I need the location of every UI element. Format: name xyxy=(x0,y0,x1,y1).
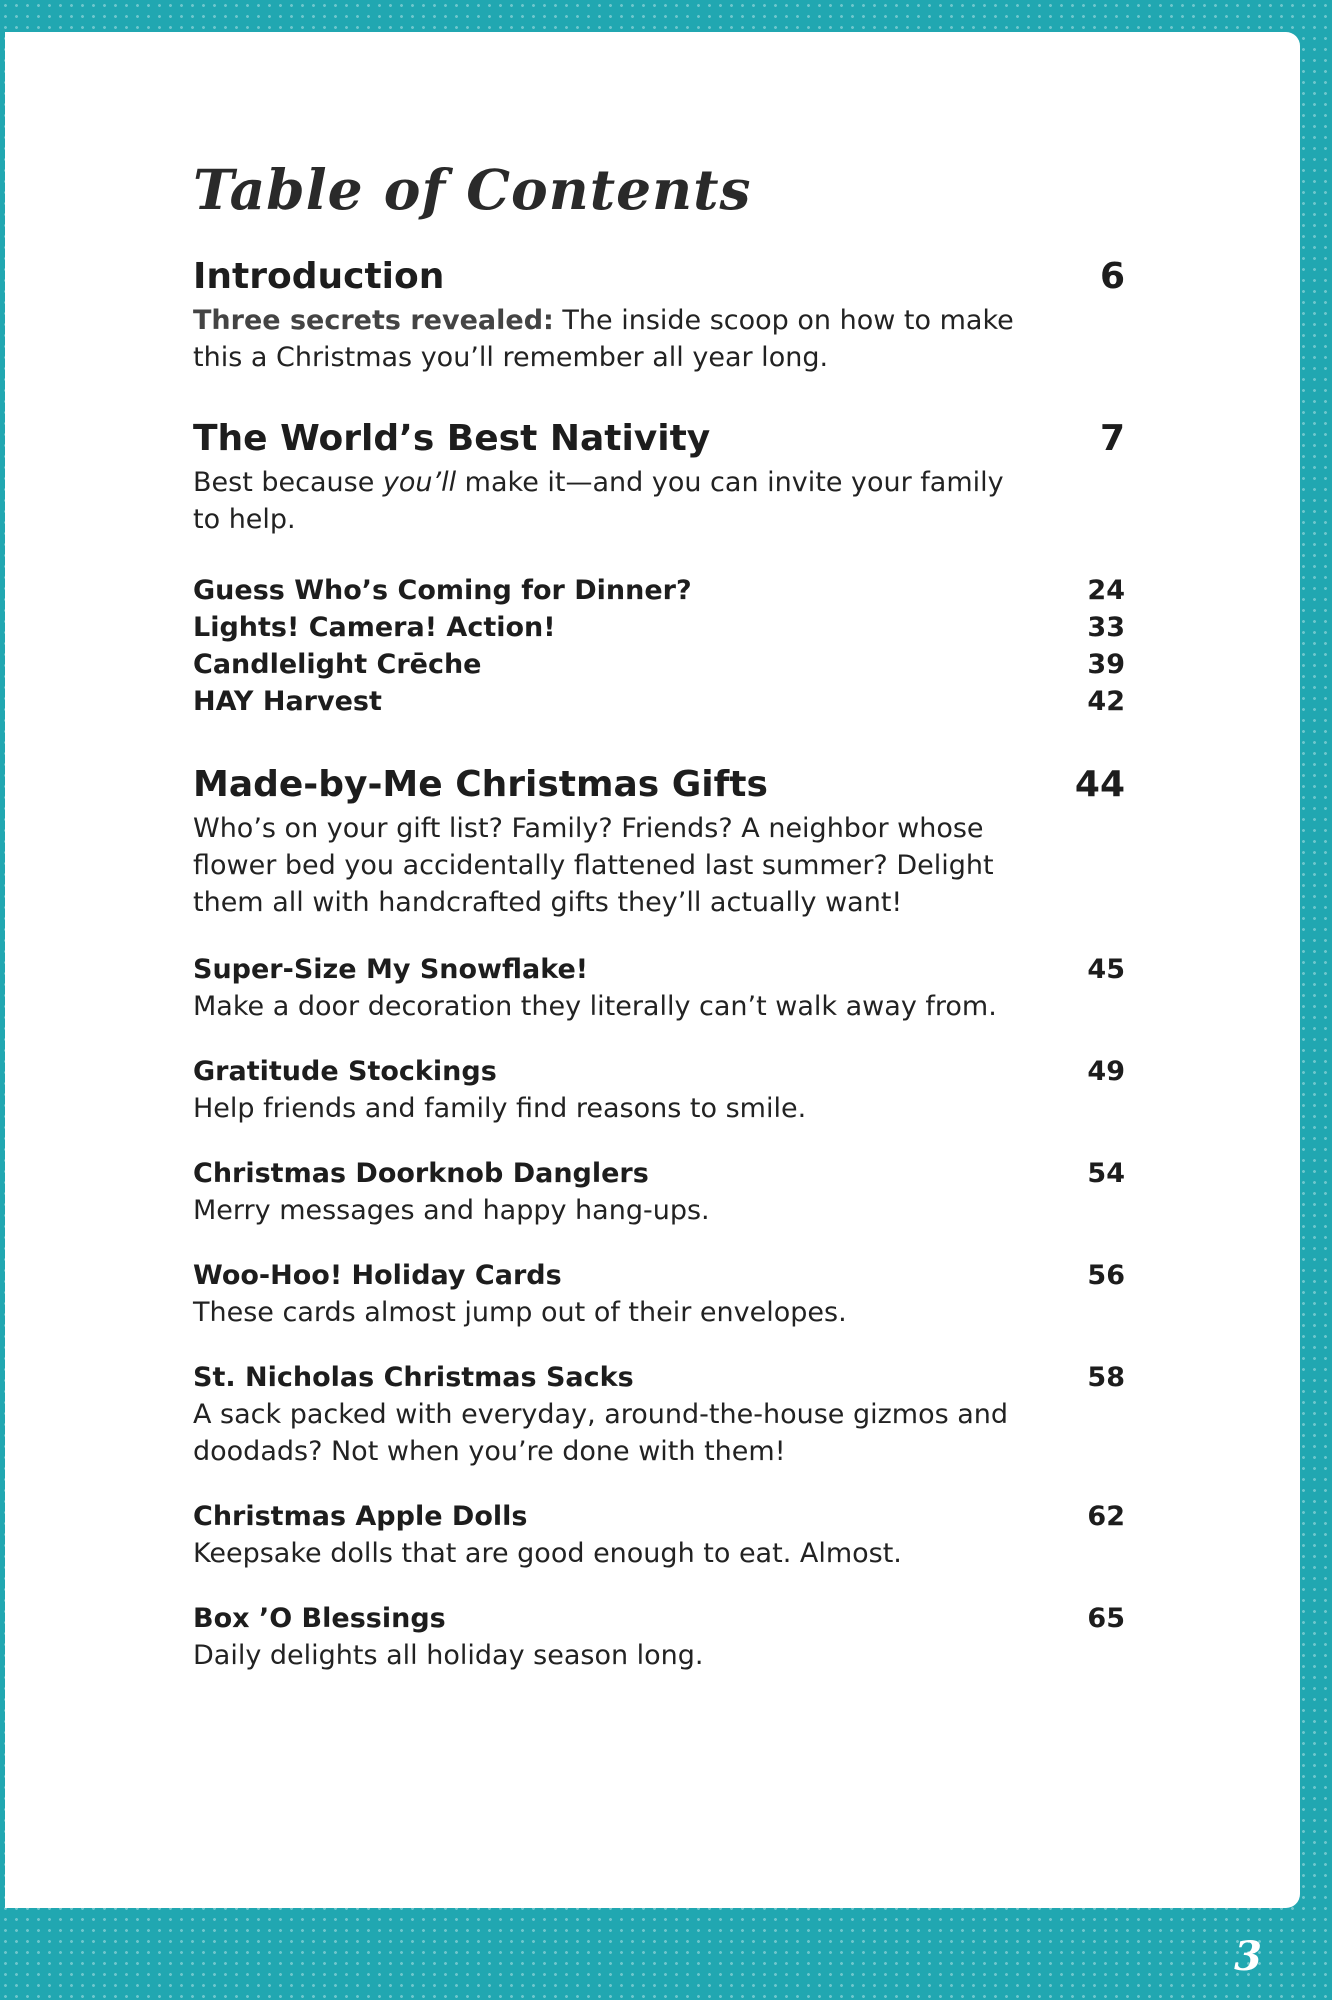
entry-title: St. Nicholas Christmas Sacks xyxy=(193,1362,634,1393)
toc-entry xyxy=(193,1600,1125,1674)
entry-header xyxy=(193,1155,1125,1192)
entry-page-number: 62 xyxy=(1087,1501,1125,1532)
entry-header xyxy=(193,1257,1125,1294)
toc-entry xyxy=(193,1257,1125,1331)
entry-description: A sack packed with everyday, around-the-house gizmos and doodads? Not when you’re done with them! xyxy=(193,1399,1009,1467)
description-text: Best because xyxy=(193,467,383,498)
entry-description: Make a door decoration they literally can’t walk away from. xyxy=(193,991,997,1022)
entry-header xyxy=(193,1359,1125,1396)
toc-entry xyxy=(193,609,1125,646)
entry-page-number: 39 xyxy=(1087,649,1125,680)
description-text: make it—and you can invite your family to help. xyxy=(193,467,1004,535)
entry-title: Lights! Camera! Action! xyxy=(193,612,556,643)
toc-entry xyxy=(193,646,1125,683)
entry-page-number: 42 xyxy=(1087,686,1125,717)
section-header xyxy=(193,418,1125,460)
entry-title: Box ’O Blessings xyxy=(193,1603,446,1634)
section-gifts xyxy=(193,764,1125,921)
entry-page-number: 58 xyxy=(1087,1362,1125,1393)
section-title: Made-by-Me Christmas Gifts xyxy=(193,764,768,805)
description-lead: Three secrets revealed: xyxy=(193,305,554,336)
entry-title: HAY Harvest xyxy=(193,686,382,717)
description-text: The inside scoop on how to make this a Christmas you’ll remember all year long. xyxy=(193,305,1014,373)
entry-title: Candlelight Crēche xyxy=(193,649,482,680)
entry-title: Guess Who’s Coming for Dinner? xyxy=(193,575,692,606)
toc-entry xyxy=(193,1359,1125,1470)
toc-entry xyxy=(193,951,1125,1025)
entry-page-number: 65 xyxy=(1087,1603,1125,1634)
section-page-number: 6 xyxy=(1099,256,1125,297)
toc-entry xyxy=(193,1155,1125,1229)
entry-page-number: 33 xyxy=(1087,612,1125,643)
section-header xyxy=(193,764,1125,806)
section-introduction xyxy=(193,256,1125,376)
entry-header xyxy=(193,1053,1125,1090)
entry-title: Christmas Apple Dolls xyxy=(193,1501,528,1532)
section-description: Who’s on your gift list? Family? Friends? A neighbor whose flower bed you accidentally flattened last summer? Delight them all with handcrafted gifts they’ll actually want! xyxy=(193,813,994,918)
entry-header xyxy=(193,1600,1125,1637)
entry-description: Keepsake dolls that are good enough to eat. Almost. xyxy=(193,1538,902,1569)
entry-header xyxy=(193,1498,1125,1535)
entry-title: Woo-Hoo! Holiday Cards xyxy=(193,1260,562,1291)
nativity-entries xyxy=(193,572,1125,720)
entry-description: Help friends and family find reasons to smile. xyxy=(193,1093,807,1124)
entry-description: Daily delights all holiday season long. xyxy=(193,1640,704,1671)
entry-page-number: 56 xyxy=(1087,1260,1125,1291)
toc-entry xyxy=(193,572,1125,609)
toc-entry xyxy=(193,683,1125,720)
page-title: Table of Contents xyxy=(193,157,752,222)
toc-entry xyxy=(193,1498,1125,1572)
entry-page-number: 54 xyxy=(1087,1158,1125,1189)
entry-title: Gratitude Stockings xyxy=(193,1056,497,1087)
entry-description: Merry messages and happy hang-ups. xyxy=(193,1195,710,1226)
table-of-contents xyxy=(193,157,1125,1702)
description-emphasis: you’ll xyxy=(382,467,457,498)
entry-page-number: 45 xyxy=(1087,954,1125,985)
section-page-number: 7 xyxy=(1099,418,1125,459)
section-title: The World’s Best Nativity xyxy=(193,418,711,459)
entry-title: Super-Size My Snowflake! xyxy=(193,954,589,985)
section-title: Introduction xyxy=(193,256,445,297)
entry-page-number: 24 xyxy=(1087,575,1125,606)
section-page-number: 44 xyxy=(1074,764,1125,805)
entry-description: These cards almost jump out of their envelopes. xyxy=(193,1297,847,1328)
section-description xyxy=(193,302,1023,376)
section-nativity xyxy=(193,418,1125,538)
entry-header xyxy=(193,951,1125,988)
section-header xyxy=(193,256,1125,298)
section-description xyxy=(193,464,1023,538)
entry-page-number: 49 xyxy=(1087,1056,1125,1087)
toc-entry xyxy=(193,1053,1125,1127)
folio-page-number: 3 xyxy=(1234,1933,1262,1980)
entry-title: Christmas Doorknob Danglers xyxy=(193,1158,649,1189)
